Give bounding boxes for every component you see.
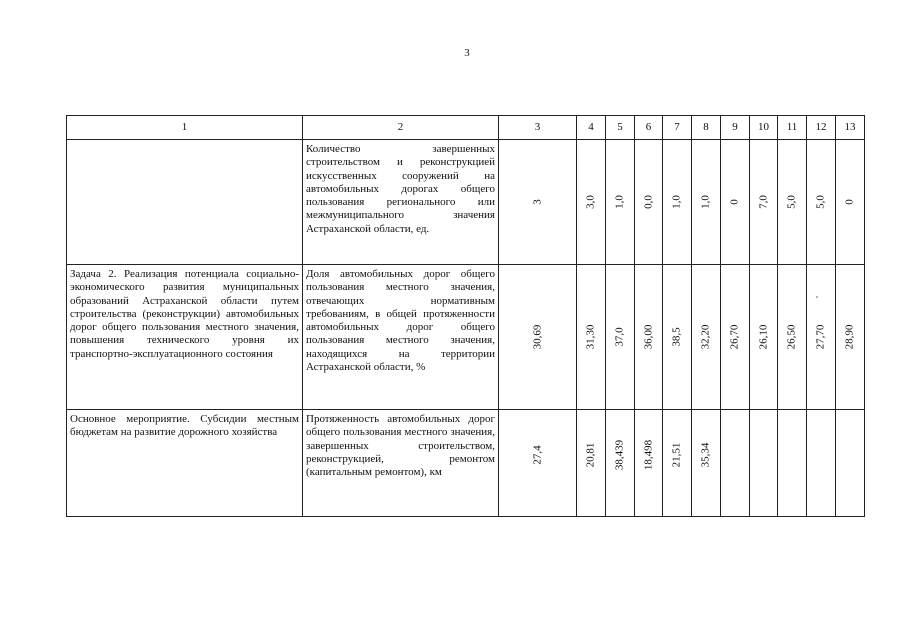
value-cell [807,140,836,265]
value-text: 0,0 [641,195,654,209]
value-cell [807,410,836,517]
table-row [67,410,865,517]
value-text: 5,0 [785,195,798,209]
indicator-cell: Протяженность автомобильных дорог общего пользования местного значения, завершенных строительством, реконструкцией, ремонтом (капитальным ремонтом), км [303,410,499,517]
value-cell [499,265,577,410]
value-cell [663,140,692,265]
value-text: 38,439 [613,439,626,470]
value-cell [606,140,635,265]
value-text: 5,0 [814,195,827,209]
value-cell [577,410,606,517]
header-cell: 1 [67,116,303,140]
value-text: 26,10 [756,324,769,350]
value-cell [635,265,663,410]
value-cell [499,410,577,517]
value-cell [606,410,635,517]
value-text: 38,5 [670,327,683,347]
scan-speck [816,296,818,298]
value-text: 3 [530,199,543,205]
header-cell: 12 [807,116,836,140]
value-cell [721,140,750,265]
value-cell [635,140,663,265]
header-cell: 6 [635,116,663,140]
value-text: 27,70 [814,324,827,350]
value-cell [577,265,606,410]
value-cell [606,265,635,410]
task-cell: Основное мероприятие. Субсидии местным бюджетам на развитие дорожного хозяйства [67,410,303,517]
header-cell: 8 [692,116,721,140]
value-text: 0 [728,199,741,205]
value-text: 7,0 [756,195,769,209]
value-cell [750,410,778,517]
value-text: 30,69 [530,324,543,350]
header-cell: 10 [750,116,778,140]
value-cell [807,265,836,410]
value-text: 20,81 [584,442,597,467]
value-text: 26,50 [785,324,798,350]
value-text: 1,0 [670,195,683,209]
header-cell: 5 [606,116,635,140]
value-cell [663,410,692,517]
indicator-cell: Количество завершенных строительством и реконструкцией искусственных сооружений на автомобильных дорогах общего пользования регионального или межмуниципального значения Астраханской области, ед. [303,140,499,265]
value-text: 35,34 [699,442,712,467]
value-cell [721,410,750,517]
value-cell [750,140,778,265]
value-text: 37,0 [613,327,626,347]
header-cell: 7 [663,116,692,140]
value-cell [778,410,807,517]
value-text: 36,00 [641,324,654,350]
value-text: 28,90 [843,324,856,350]
indicators-table [66,115,865,517]
value-text: 31,30 [584,324,597,350]
value-cell [577,140,606,265]
value-cell [721,265,750,410]
header-row [67,116,865,140]
value-text: 1,0 [613,195,626,209]
header-cell: 11 [778,116,807,140]
table-row [67,265,865,410]
value-cell [778,265,807,410]
indicator-cell: Доля автомобильных дорог общего пользования местного значения, отвечающих нормативным требованиям, в общей протяженности автомобильных дорог общего пользования местного значения, находящихся на территории Астраханской области, % [303,265,499,410]
value-text: 32,20 [699,324,712,350]
value-text: 27,4 [530,444,543,465]
value-cell [499,140,577,265]
value-cell [836,265,865,410]
value-text: 18,498 [641,439,654,470]
header-cell: 9 [721,116,750,140]
value-cell [692,140,721,265]
value-text: 26,70 [728,324,741,350]
header-cell: 3 [499,116,577,140]
value-cell [750,265,778,410]
header-cell: 4 [577,116,606,140]
value-cell [663,265,692,410]
value-cell [778,140,807,265]
value-text: 21,51 [670,442,683,467]
value-cell [836,410,865,517]
value-cell [635,410,663,517]
header-cell: 13 [836,116,865,140]
page-number: 3 [464,47,470,59]
header-cell: 2 [303,116,499,140]
table-row [67,140,865,265]
value-text: 1,0 [699,195,712,209]
task-cell [67,140,303,265]
task-cell: Задача 2. Реализация потенциала социально-экономического развития муниципальных образований Астраханской области путем строительства (реконструкции) автомобильных дорог общего пользования местного значения, повышения технического уровня их транспортно-эксплуатационного состояния [67,265,303,410]
value-text: 3,0 [584,195,597,209]
value-cell [836,140,865,265]
value-text: 0 [843,199,856,205]
value-cell [692,265,721,410]
value-cell [692,410,721,517]
